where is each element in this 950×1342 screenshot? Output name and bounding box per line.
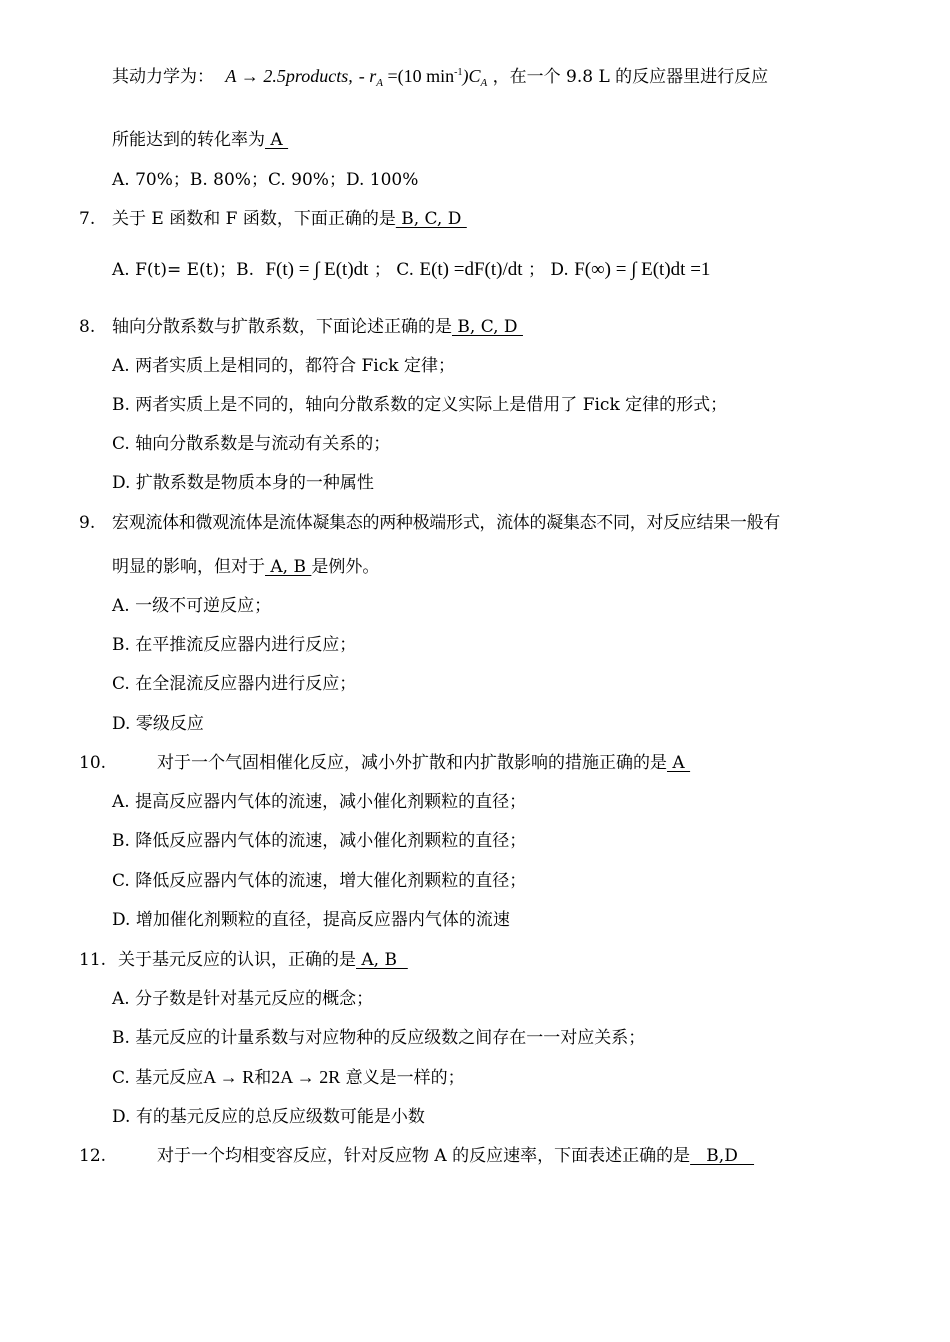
- intro-prefix: 其动力学为：: [112, 67, 214, 87]
- q7-option-b-equation: F(t) = ∫ E(t)dt: [265, 259, 369, 280]
- q9-answer: A, B: [265, 557, 312, 577]
- question-text: [112, 208, 467, 230]
- q7-text: 关于 E 函数和 F 函数，下面正确的是: [112, 209, 396, 229]
- q9-option-b: B. 在平推流反应器内进行反应；: [112, 635, 357, 655]
- q7-option-d-equation: F(∞) = ∫ E(t)dt =1: [574, 259, 711, 280]
- q8-option-a: A. 两者实质上是相同的，都符合 Fick 定律；: [112, 356, 455, 376]
- question-number: 11.: [79, 950, 107, 970]
- q11-text: 关于基元反应的认识，正确的是: [118, 950, 356, 970]
- q11-option-d: D. 有的基元反应的总反应级数可能是小数: [112, 1107, 425, 1127]
- q10-answer: A: [667, 753, 691, 773]
- q12-answer: B,D: [690, 1146, 755, 1166]
- q8-option-b: B. 两者实质上是不同的，轴向分散系数的定义实际上是借用了 Fick 定律的形式；: [112, 395, 728, 415]
- q9-option-a: A. 一级不可逆反应；: [112, 596, 272, 616]
- q10-option-b: B. 降低反应器内气体的流速，减小催化剂颗粒的直径；: [112, 831, 527, 851]
- intro-question: 所能达到的转化率为: [112, 130, 265, 150]
- q9-option-c: C. 在全混流反应器内进行反应；: [112, 674, 357, 694]
- q11-option-c-mid: 和: [254, 1068, 272, 1088]
- q9-line2-suffix: 是例外。: [311, 557, 380, 577]
- q11-option-c-eq2: 2A → 2R: [271, 1067, 341, 1087]
- q9-option-d: D. 零级反应: [112, 714, 204, 734]
- q9-text: 宏观流体和微观流体是流体凝集态的两种极端形式，流体的凝集态不同，对反应结果一般有: [112, 513, 780, 533]
- question-number: 9.: [79, 513, 96, 533]
- eq-equals: =(10 min: [387, 66, 455, 86]
- intro-answer: A: [265, 130, 289, 150]
- q7-option-c-equation: E(t) =dF(t)/dt: [419, 259, 523, 280]
- question-text: [157, 1145, 754, 1167]
- q9-line2-prefix: 明显的影响，但对于: [112, 557, 265, 577]
- question-number: 12.: [79, 1146, 107, 1166]
- question-text: [157, 752, 690, 774]
- eq-rate-sub: A: [376, 77, 383, 89]
- question-text: [112, 316, 523, 338]
- q11-option-c-prefix: C. 基元反应: [112, 1068, 204, 1088]
- intro-suffix: ，在一个 9.8 L 的反应器里进行反应: [492, 67, 769, 87]
- q11-option-c-eq1: A → R: [203, 1067, 255, 1087]
- q11-option-c: [112, 1066, 465, 1089]
- question-number: 8.: [79, 317, 96, 337]
- q9-line-2: [112, 556, 379, 578]
- eq-lhs: A: [225, 66, 237, 86]
- q7-options: [112, 259, 710, 281]
- q8-option-d: D. 扩散系数是物质本身的一种属性: [112, 473, 374, 493]
- q10-option-a: A. 提高反应器内气体的流速，减小催化剂颗粒的直径；: [112, 792, 527, 812]
- eq-close: )C: [462, 66, 481, 86]
- kinetics-equation: [225, 66, 488, 89]
- q11-option-a: A. 分子数是针对基元反应的概念；: [112, 989, 374, 1009]
- eq-rate: - r: [358, 66, 377, 86]
- q7-separator: ；: [527, 260, 545, 280]
- eq-rhs: 2.5products,: [263, 66, 353, 86]
- intro-line: [112, 62, 768, 94]
- q11-option-c-suffix: 意义是一样的；: [345, 1068, 465, 1088]
- q10-text: 对于一个气固相催化反应，减小外扩散和内扩散影响的措施正确的是: [157, 753, 667, 773]
- q7-answer: B, C, D: [395, 209, 467, 229]
- question-number: 10.: [79, 753, 107, 773]
- q7-option-c-label: C.: [396, 260, 415, 280]
- q8-answer: B, C, D: [452, 317, 523, 337]
- q7-separator: ；: [373, 260, 391, 280]
- intro-options: A. 70%；B. 80%；C. 90%；D. 100%: [112, 170, 419, 190]
- eq-arrow: →: [240, 66, 259, 86]
- q8-text: 轴向分散系数与扩散系数，下面论述正确的是: [112, 317, 452, 337]
- intro-line-2: [112, 129, 288, 151]
- q11-answer: A, B: [356, 950, 408, 970]
- q10-option-c: C. 降低反应器内气体的流速，增大催化剂颗粒的直径；: [112, 871, 527, 891]
- question-number: 7.: [79, 209, 96, 229]
- question-text: [118, 949, 408, 971]
- q12-text: 对于一个均相变容反应，针对反应物 A 的反应速率，下面表述正确的是: [157, 1146, 691, 1166]
- eq-close-sub: A: [480, 77, 488, 89]
- q7-option-d-label: D.: [550, 260, 569, 280]
- q10-option-d: D. 增加催化剂颗粒的直径，提高反应器内气体的流速: [112, 910, 510, 930]
- q8-option-c: C. 轴向分散系数是与流动有关系的；: [112, 434, 391, 454]
- q11-option-b: B. 基元反应的计量系数与对应物种的反应级数之间存在一一对应关系；: [112, 1028, 646, 1048]
- eq-exp: -1: [454, 67, 463, 78]
- q7-option-a: A. F(t)= E(t)；B.: [112, 260, 255, 280]
